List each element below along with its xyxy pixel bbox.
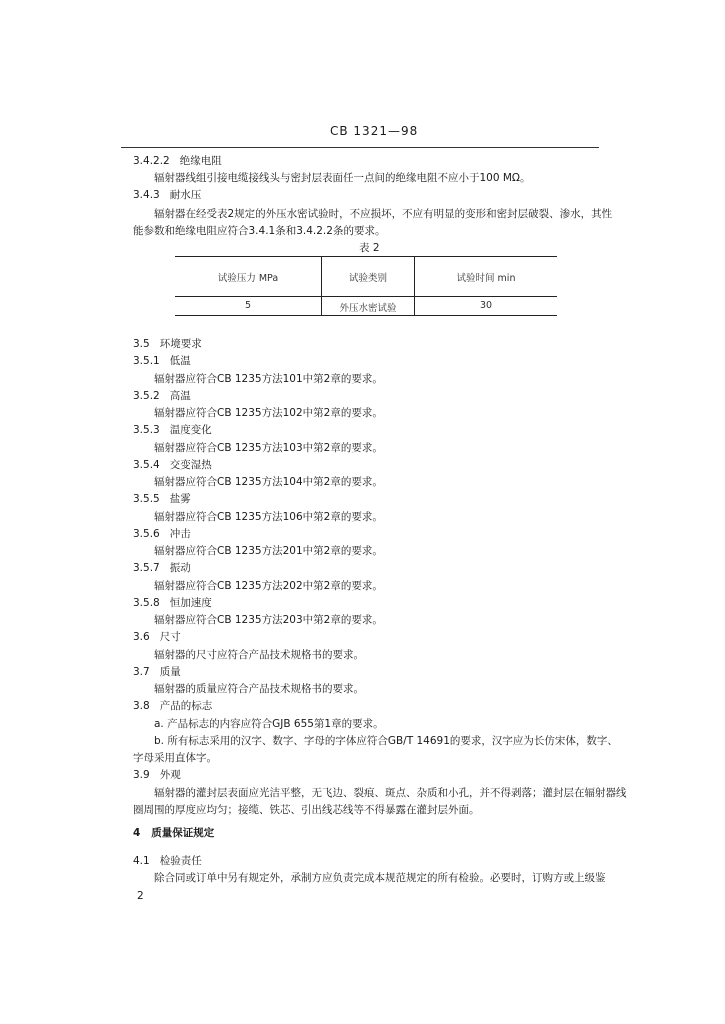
page-number: 2 [137, 890, 144, 902]
section-number: 3.4.2.2 [133, 155, 170, 167]
table-caption: 表 2 [359, 242, 380, 254]
section-3-8-item-a: a. 产品标志的内容应符合GJB 655第1章的要求。 [154, 718, 384, 730]
section-4-1-heading [133, 854, 202, 868]
section-title: 交变湿热 [169, 459, 212, 471]
table-header-cell: 试验时间 min [456, 273, 516, 284]
section-number: 4.1 [133, 855, 150, 867]
section-3-4-2-2-body: 辐射器线组引接电缆接线头与密封层表面任一点间的绝缘电阻不应小于100 MΩ。 [154, 172, 531, 184]
section-3-4-2-2-heading [133, 154, 222, 168]
section-number: 3.5.6 [133, 528, 160, 540]
header-rule [121, 147, 599, 148]
table-header-cell: 试验压力 MPa [217, 273, 279, 284]
section-number: 3.9 [133, 769, 150, 781]
env-item-body: 辐射器应符合CB 1235方法102中第2章的要求。 [154, 407, 383, 419]
env-item-body: 辐射器应符合CB 1235方法203中第2章的要求。 [154, 614, 383, 626]
section-3-9-body-line2: 圈周围的厚度应均匀；接缆、铁芯、引出线芯线等不得暴露在灌封层外面。 [133, 804, 480, 816]
env-item-body: 辐射器应符合CB 1235方法103中第2章的要求。 [154, 442, 383, 454]
table-cell: 30 [479, 300, 493, 311]
section-3-7-body: 辐射器的质量应符合产品技术规格书的要求。 [154, 683, 364, 695]
section-number: 3.8 [133, 700, 150, 712]
env-item-body: 辐射器应符合CB 1235方法101中第2章的要求。 [154, 373, 383, 385]
section-number: 3.5.2 [133, 390, 160, 402]
env-item-body: 辐射器应符合CB 1235方法106中第2章的要求。 [154, 511, 383, 523]
env-item-body: 辐射器应符合CB 1235方法104中第2章的要求。 [154, 476, 383, 488]
env-item-heading [133, 354, 191, 368]
table-cell: 5 [244, 300, 252, 311]
section-3-8-item-b-line2: 字母采用直体字。 [133, 752, 217, 764]
section-title: 恒加速度 [169, 597, 212, 609]
section-title: 高温 [169, 390, 191, 402]
section-number: 3.7 [133, 666, 150, 678]
section-title: 产品的标志 [159, 700, 213, 712]
env-item-heading [133, 561, 191, 575]
section-3-4-3-body-line2: 能参数和绝缘电阻应符合3.4.1条和3.4.2.2条的要求。 [133, 225, 386, 237]
env-item-heading [133, 492, 191, 506]
section-number: 3.5.8 [133, 597, 160, 609]
env-item-heading [133, 527, 191, 541]
section-3-9-heading [133, 768, 181, 782]
section-number: 3.5.4 [133, 459, 160, 471]
section-number: 3.5.3 [133, 424, 160, 436]
section-title: 尺寸 [159, 631, 181, 643]
env-item-heading [133, 389, 191, 403]
section-title: 盐雾 [169, 493, 191, 505]
table-bottom-rule [175, 315, 557, 316]
section-3-6-body: 辐射器的尺寸应符合产品技术规格书的要求。 [154, 649, 364, 661]
env-item-body: 辐射器应符合CB 1235方法201中第2章的要求。 [154, 545, 383, 557]
section-4-1-body: 除合同或订单中另有规定外，承制方应负责完成本规范规定的所有检验。必要时，订购方或上级鉴 [154, 872, 606, 884]
section-title: 绝缘电阻 [179, 155, 222, 167]
section-title: 检验责任 [159, 855, 202, 867]
section-title: 质量 [159, 666, 181, 678]
table-header-cell: 试验类别 [348, 273, 387, 284]
section-title: 低温 [169, 355, 191, 367]
section-3-5-heading [133, 337, 202, 351]
section-title: 振动 [169, 562, 191, 574]
section-number: 3.5.5 [133, 493, 160, 505]
table-cell: 外压水密试验 [339, 303, 397, 314]
section-number: 4 [133, 827, 141, 839]
section-title: 耐水压 [169, 189, 202, 201]
section-title: 温度变化 [169, 424, 212, 436]
section-3-7-heading [133, 665, 181, 679]
env-item-heading [133, 423, 212, 437]
document-header-code: CB 1321—98 [330, 124, 419, 138]
env-item-heading [133, 458, 212, 472]
env-item-heading [133, 596, 212, 610]
chapter-4-heading [133, 826, 214, 840]
section-3-4-3-heading [133, 188, 201, 202]
section-3-6-heading [133, 630, 181, 644]
section-title: 质量保证规定 [151, 827, 215, 839]
table-header-rule [175, 296, 557, 297]
section-number: 3.4.3 [133, 189, 160, 201]
table-top-rule [175, 256, 557, 257]
env-item-body: 辐射器应符合CB 1235方法202中第2章的要求。 [154, 580, 383, 592]
section-number: 3.5.7 [133, 562, 160, 574]
section-number: 3.6 [133, 631, 150, 643]
section-number: 3.5 [133, 338, 150, 350]
section-3-8-heading [133, 699, 212, 713]
section-title: 环境要求 [159, 338, 202, 350]
section-title: 冲击 [169, 528, 191, 540]
section-3-9-body-line1: 辐射器的灌封层表面应光洁平整，无飞边、裂痕、斑点、杂质和小孔，并不得剥落；灌封层在辐射器线 [154, 787, 627, 799]
section-3-4-3-body-line1: 辐射器在经受表2规定的外压水密试验时，不应损坏，不应有明显的变形和密封层破裂、渗水，其性 [154, 208, 613, 220]
section-title: 外观 [159, 769, 181, 781]
section-3-8-item-b-line1: b. 所有标志采用的汉字、数字、字母的字体应符合GB/T 14691的要求，汉字应为长仿宋体，数字、 [154, 735, 618, 747]
section-number: 3.5.1 [133, 355, 160, 367]
